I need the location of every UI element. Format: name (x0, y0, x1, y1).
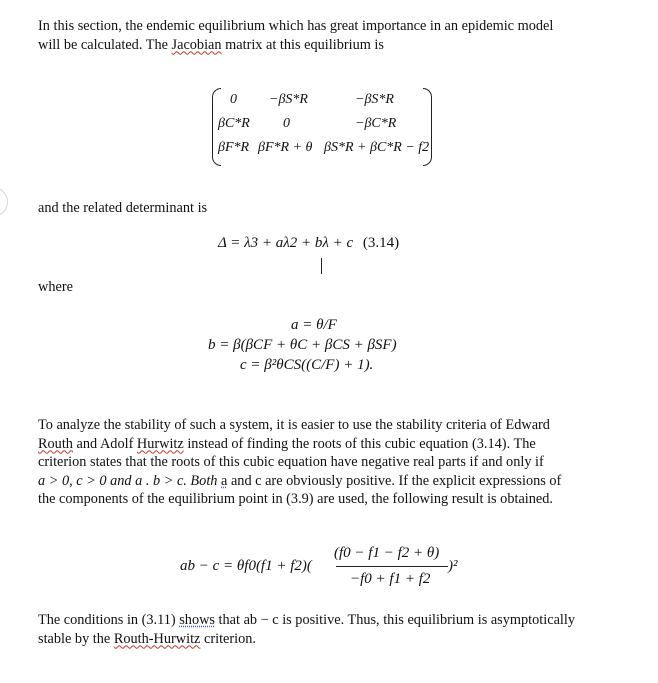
grammar-word-a[interactable]: a (221, 472, 228, 489)
coefficient-c: c = β²θCS((C/F) + 1). (240, 357, 374, 373)
where-label: where (38, 279, 73, 295)
jacobian-matrix (212, 88, 432, 166)
stability-line-4-b: and c are obviously positive. If the explicit expressions of (227, 472, 562, 489)
matrix-cell-r1c1: 0 (230, 92, 237, 107)
coefficient-b: b = β(βCF + θC + βCS + βSF) (208, 337, 397, 353)
spellcheck-word-hurwitz[interactable]: Hurwitz (136, 435, 184, 452)
intro-paragraph (38, 17, 618, 54)
stability-line-1: To analyze the stability of such a system, it is easier to use the stability criteria of Edward (38, 417, 550, 433)
intro-line-2-b: matrix at this equilibrium is (221, 36, 384, 53)
matrix-cell-r2c3: −βC*R (355, 116, 397, 131)
final-equation-fraction-bar (336, 566, 448, 567)
grammar-word-shows[interactable]: shows (179, 612, 215, 628)
side-scroll-handle[interactable] (0, 187, 8, 217)
matrix-cell-r1c2: −βS*R (269, 92, 308, 107)
conclusion-line-1-b: that ab − c is positive. Thus, this equilibrium is asymptotically (214, 612, 576, 628)
stability-line-4-a: a > 0, c > 0 and a . b > c. Both (38, 472, 222, 489)
stability-line-5: the components of the equilibrium point in (3.9) are used, the following result is obtained. (38, 491, 553, 507)
spellcheck-word-routh[interactable]: Routh (38, 435, 73, 452)
matrix-cell-r3c3: βS*R + βC*R − f2 (324, 140, 430, 155)
conclusion-line-2-b: criterion. (200, 630, 256, 647)
text-cursor (321, 258, 322, 274)
final-equation-rhs: )² (448, 558, 458, 574)
matrix-cell-r1c3: −βS*R (355, 92, 394, 107)
determinant-equation-body: Δ = λ3 + aλ2 + bλ + c (218, 235, 354, 251)
equation-number-3-14: (3.14) (362, 235, 400, 251)
stability-line-2-a: and Adolf (72, 435, 137, 452)
coefficient-a: a = θ/F (291, 317, 337, 333)
determinant-equation (218, 235, 399, 252)
matrix-cell-r2c1: βC*R (218, 116, 250, 131)
matrix-cell-r3c1: βF*R (218, 140, 250, 155)
final-equation-denominator: −f0 + f1 + f2 (350, 571, 431, 587)
final-equation-numerator: (f0 − f1 − f2 + θ) (334, 545, 440, 561)
conclusion-paragraph (38, 611, 618, 648)
determinant-intro: and the related determinant is (38, 200, 208, 216)
stability-paragraph (38, 416, 618, 509)
intro-line-2-a: will be calculated. The (38, 36, 172, 53)
matrix-cell-r2c2: 0 (283, 116, 290, 131)
conclusion-line-1-a: The conditions in (3.11) (38, 612, 180, 628)
stability-line-3: criterion states that the roots of this cubic equation have negative real parts if and only if (38, 454, 544, 470)
spellcheck-word-jacobian[interactable]: Jacobian (171, 36, 222, 53)
final-equation-lhs: ab − c = θf0(f1 + f2)( (180, 558, 312, 574)
intro-line-1: In this section, the endemic equilibrium which has great importance in an epidemic model (38, 18, 554, 34)
matrix-cell-r3c2: βF*R + θ (258, 140, 313, 155)
spellcheck-word-routh-hurwitz[interactable]: Routh-Hurwitz (113, 630, 201, 647)
stability-line-2-b: instead of finding the roots of this cubic equation (3.14). The (183, 435, 536, 452)
conclusion-line-2-a: stable by the (38, 630, 114, 647)
